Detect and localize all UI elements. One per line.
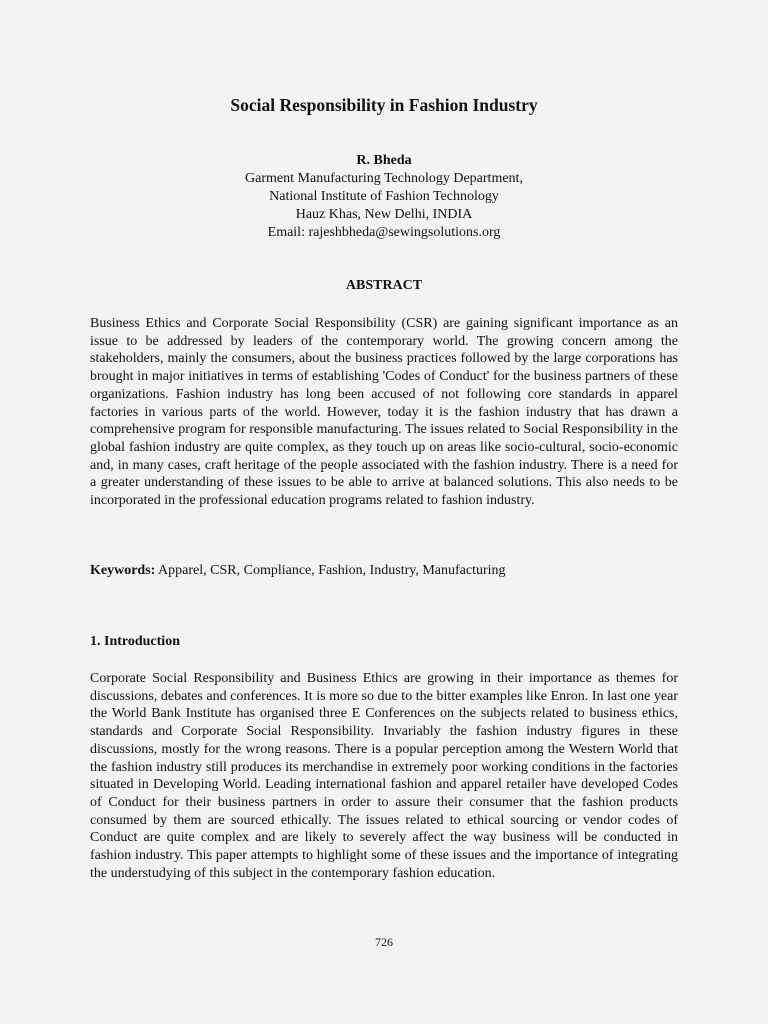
abstract-heading: ABSTRACT [345, 278, 423, 293]
author-affiliation-department: Garment Manufacturing Technology Department, [245, 171, 523, 186]
keywords-value: Apparel, CSR, Compliance, Fashion, Industry, Manufacturing [155, 563, 506, 578]
page-number: 726 [375, 935, 393, 949]
author-name: R. Bheda [356, 153, 412, 168]
paper-title: Social Responsibility in Fashion Industry [230, 95, 538, 115]
keywords-label: Keywords: [90, 563, 156, 578]
keywords-line [90, 562, 678, 580]
author-block [0, 152, 768, 242]
author-affiliation-institute: National Institute of Fashion Technology [269, 189, 499, 204]
abstract-text: Business Ethics and Corporate Social Responsibility (CSR) are gaining significant importance as an issue to be addressed by leaders of the contemporary world. The growing concern among the stakeholders, mainly the consumers, about the business practices followed by the large corporations has brought in major initiatives in terms of establishing 'Codes of Conduct' for the business partners of these organizations. Fashion industry has long been accused of not following core standards in apparel factories in various parts of the world. However, today it is the fashion industry that has drawn a comprehensive program for responsible manufacturing. The issues related to Social Responsibility in the global fashion industry are quite complex, as they touch up on areas like socio-cultural, socio-economic and, in many cases, craft heritage of the people associated with the fashion industry. There is a need for a greater understanding of these issues to be able to arrive at balanced solutions. This also needs to be incorporated in the professional education programs related to fashion industry. [90, 316, 678, 509]
author-email: Email: rajeshbheda@sewingsolutions.org [267, 225, 501, 240]
section-heading-introduction: 1. Introduction [90, 634, 180, 649]
author-address: Hauz Khas, New Delhi, INDIA [295, 207, 473, 222]
introduction-text: Corporate Social Responsibility and Business Ethics are growing in their importance as themes for discussions, debates and conferences. It is more so due to the bitter examples like Enron. In last one year the World Bank Institute has organised three E Conferences on the subjects related to business ethics, standards and Corporate Social Responsibility. Invariably the fashion industry figures in these discussions, mostly for the wrong reasons. There is a popular perception among the Western World that the fashion industry still produces its merchandise in extremely poor working conditions in the factories situated in Developing World. Leading international fashion and apparel retailer have developed Codes of Conduct for their business partners in order to assure their consumer that the fashion products consumed by them are sourced ethically. The issues related to ethical sourcing or vendor codes of Conduct are quite complex and are likely to severely affect the way business will be conducted in fashion industry. This paper attempts to highlight some of these issues and the importance of integrating the understudying of this subject in the contemporary fashion education. [90, 671, 678, 881]
